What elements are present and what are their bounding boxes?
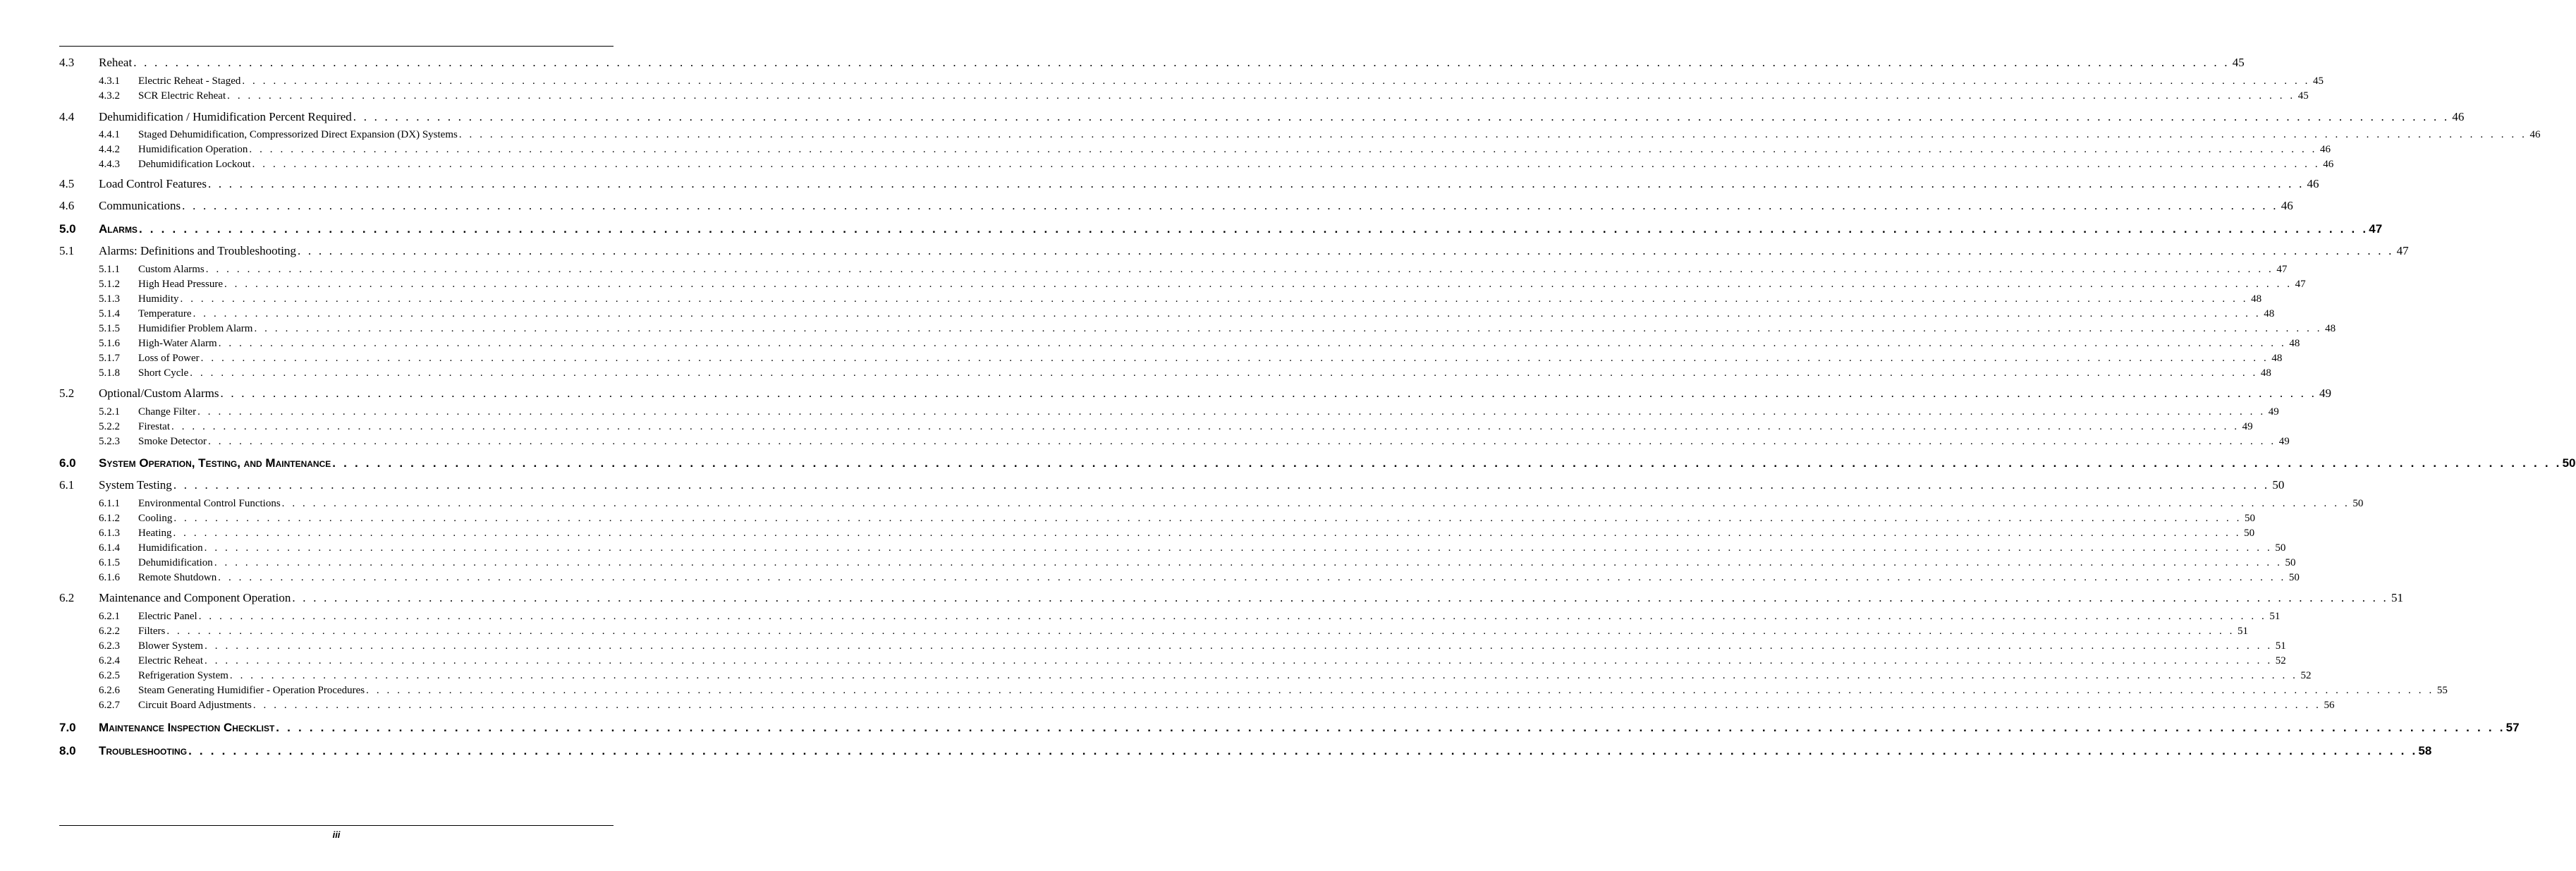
toc-entry[interactable] <box>59 541 2286 555</box>
toc-entry-title: Circuit Board Adjustments <box>138 700 252 711</box>
toc-entry-page: 45 <box>2297 90 2309 102</box>
toc-entry-number: 4.4.2 <box>99 144 120 155</box>
toc-dot-leader: . . . . . . . . . . . . . . . . . . . . . . . . . . . . . . . . . . . . . . . . . . . . . . . . . . . . . . . . . . . . . . . . . . . . . . . . . . . . . . . . . . . . . . . . . . . . . . . . . . . . . . . . . . . . . . . . . . . . . . . . . . . . . . . . . . . . . . . . . . . . . . . . . . . . . . . . . . . . . . . . . . . . . . . . . . . . . . . . . . . . . . . . . . . . . . . . . . . . . . . . <box>218 338 2287 349</box>
toc-entry-number: 6.2.7 <box>99 700 120 711</box>
toc-entry-number: 4.5 <box>59 177 75 190</box>
toc-entry[interactable] <box>59 128 2541 142</box>
toc-entry[interactable] <box>59 366 2271 380</box>
toc-dot-leader: . . . . . . . . . . . . . . . . . . . . . . . . . . . . . . . . . . . . . . . . . . . . . . . . . . . . . . . . . . . . . . . . . . . . . . . . . . . . . . . . . . . . . . . . . . . . . . . . . . . . . . . . . . . . . . . . . . . . . . . . . . . . . . . . . . . . . . . . . . . . . . . . . . . . . . . . . . . . . . . . . . . . . . . . . . . . . . . . . . . . . . . . . . . . . . . . . . . . . . . . <box>229 670 2298 681</box>
toc-entry-title: SCR Electric Reheat <box>138 90 226 102</box>
toc-dot-leader: . . . . . . . . . . . . . . . . . . . . . . . . . . . . . . . . . . . . . . . . . . . . . . . . . . . . . . . . . . . . . . . . . . . . . . . . . . . . . . . . . . . . . . . . . . . . . . . . . . . . . . . . . . . . . . . . . . . . . . . . . . . . . . . . . . . . . . . . . . . . . . . . . . . . . . . . . . . . . . . . . . . . . . . . . . . . . . . . . . . . . . . . . . . . . . . . . . . . . . . . <box>133 56 2230 69</box>
toc-entry[interactable] <box>59 336 2300 351</box>
toc-entry-number: 5.1.6 <box>99 338 120 349</box>
toc-dot-leader: . . . . . . . . . . . . . . . . . . . . . . . . . . . . . . . . . . . . . . . . . . . . . . . . . . . . . . . . . . . . . . . . . . . . . . . . . . . . . . . . . . . . . . . . . . . . . . . . . . . . . . . . . . . . . . . . . . . . . . . . . . . . . . . . . . . . . . . . . . . . . . . . . . . . . . . . . . . . . . . . . . . . . . . . . . . . . . . . . . . . . . . . . . . . . . . . . . . . . . . . <box>193 308 2261 319</box>
toc-entry-number: 6.2.4 <box>99 655 120 666</box>
toc-entry[interactable] <box>59 351 2283 365</box>
toc-entry-title: Firestat <box>138 421 170 432</box>
toc-entry[interactable] <box>59 720 2520 736</box>
toc-entry-page: 51 <box>2269 611 2281 622</box>
toc-entry-page: 46 <box>2307 177 2319 190</box>
toc-entry[interactable] <box>59 456 2576 471</box>
toc-dot-leader: . . . . . . . . . . . . . . . . . . . . . . . . . . . . . . . . . . . . . . . . . . . . . . . . . . . . . . . . . . . . . . . . . . . . . . . . . . . . . . . . . . . . . . . . . . . . . . . . . . . . . . . . . . . . . . . . . . . . . . . . . . . . . . . . . . . . . . . . . . . . . . . . . . . . . . . . . . . . . . . . . . . . . . . . . . . . . . . . . . . . . . . . . . . . . . . . . . . . . . . . <box>220 386 2317 400</box>
toc-entry[interactable] <box>59 198 2293 214</box>
toc-entry-page: 56 <box>2324 700 2335 711</box>
toc-entry-number: 6.2.3 <box>99 640 120 652</box>
toc-entry-number: 5.2.2 <box>99 421 120 432</box>
toc-entry-number: 5.1.7 <box>99 353 120 364</box>
toc-entry[interactable] <box>59 176 2319 192</box>
toc-entry-title: Blower System <box>138 640 204 652</box>
page-number: iii <box>332 829 341 840</box>
toc-entry-number: 6.2.2 <box>99 626 120 637</box>
toc-dot-leader: . . . . . . . . . . . . . . . . . . . . . . . . . . . . . . . . . . . . . . . . . . . . . . . . . . . . . . . . . . . . . . . . . . . . . . . . . . . . . . . . . . . . . . . . . . . . . . . . . . . . . . . . . . . . . . . . . . . . . . . . . . . . . . . . . . . . . . . . . . . . . . . . . . . . . . . . . . . . . . . . . . . . . . . . . . . . . . . . . . . . . . . . . . . . . . . . . . . . . . . . <box>353 110 2450 123</box>
toc-entry-number: 5.1.5 <box>99 323 120 334</box>
toc-entry-title: High-Water Alarm <box>138 338 217 349</box>
toc-entry-title: Reheat <box>99 56 133 69</box>
toc-entry-title: Troubleshooting <box>99 744 188 757</box>
toc-entry[interactable] <box>59 55 2245 71</box>
toc-entry-title: Filters <box>138 626 166 637</box>
toc-dot-leader: . . . . . . . . . . . . . . . . . . . . . . . . . . . . . . . . . . . . . . . . . . . . . . . . . . . . . . . . . . . . . . . . . . . . . . . . . . . . . . . . . . . . . . . . . . . . . . . . . . . . . . . . . . . . . . . . . . . . . . . . . . . . . . . . . . . . . . . . . . . . . . . . . . . . . . . . . . . . . . . . . . . . . . . . . . . . . . . . . . . . . . . . . . . . . . . . . . . . . . . . <box>207 177 2305 190</box>
toc-entry-page: 51 <box>2391 591 2403 604</box>
toc-entry-page: 47 <box>2276 264 2288 275</box>
toc-entry-number: 5.2.1 <box>99 406 120 418</box>
toc-entry-title: Smoke Detector <box>138 436 207 447</box>
toc-dot-leader: . . . . . . . . . . . . . . . . . . . . . . . . . . . . . . . . . . . . . . . . . . . . . . . . . . . . . . . . . . . . . . . . . . . . . . . . . . . . . . . . . . . . . . . . . . . . . . . . . . . . . . . . . . . . . . . . . . . . . . . . . . . . . . . . . . . . . . . . . . . . . . . . . . . . . . . . . . . . . . . . . . . . . . . . . . . . . . . . . . . . . . . . . . . . . . . . . . . . . . . . <box>224 279 2293 290</box>
toc-entry-page: 48 <box>2251 293 2262 305</box>
toc-entry[interactable] <box>59 698 2335 712</box>
toc-entry-title: Alarms <box>99 222 138 236</box>
toc-entry-page: 50 <box>2245 513 2255 524</box>
toc-entry-number: 4.4.3 <box>99 159 120 170</box>
toc-entry[interactable] <box>59 639 2286 653</box>
toc-entry-page: 57 <box>2505 721 2520 734</box>
toc-dot-leader: . . . . . . . . . . . . . . . . . . . . . . . . . . . . . . . . . . . . . . . . . . . . . . . . . . . . . . . . . . . . . . . . . . . . . . . . . . . . . . . . . . . . . . . . . . . . . . . . . . . . . . . . . . . . . . . . . . . . . . . . . . . . . . . . . . . . . . . . . . . . . . . . . . . . . . . . . . . . . . . . . . . . . . . . . . . . . . . . . . . . . . . . . . . . . . . . . . . . . . . . <box>166 626 2235 637</box>
toc-dot-leader: . . . . . . . . . . . . . . . . . . . . . . . . . . . . . . . . . . . . . . . . . . . . . . . . . . . . . . . . . . . . . . . . . . . . . . . . . . . . . . . . . . . . . . . . . . . . . . . . . . . . . . . . . . . . . . . . . . . . . . . . . . . . . . . . . . . . . . . . . . . . . . . . . . . . . . . . . . . . . . . . . . . . . . . . . . . . . . . . . . . . . . . . . . . . . . . . . . . . . . . . <box>298 244 2394 257</box>
toc-entry[interactable] <box>59 74 2324 88</box>
toc-entry-number: 5.1.1 <box>99 264 120 275</box>
toc-entry-number: 5.1 <box>59 244 75 257</box>
toc-dot-leader: . . . . . . . . . . . . . . . . . . . . . . . . . . . . . . . . . . . . . . . . . . . . . . . . . . . . . . . . . . . . . . . . . . . . . . . . . . . . . . . . . . . . . . . . . . . . . . . . . . . . . . . . . . . . . . . . . . . . . . . . . . . . . . . . . . . . . . . . . . . . . . . . . . . . . . . . . . . . . . . . . . . . . . . . . . . . . . . . . . . . . . . . . . . . . . . . . . . . . . . . <box>200 353 2269 364</box>
toc-entry[interactable] <box>59 654 2286 668</box>
toc-dot-leader: . . . . . . . . . . . . . . . . . . . . . . . . . . . . . . . . . . . . . . . . . . . . . . . . . . . . . . . . . . . . . . . . . . . . . . . . . . . . . . . . . . . . . . . . . . . . . . . . . . . . . . . . . . . . . . . . . . . . . . . . . . . . . . . . . . . . . . . . . . . . . . . . . . . . . . . . . . . . . . . . . . . . . . . . . . . . . . . . . . . . . . . . . . . . . . . . . . . . . . . . <box>254 323 2323 334</box>
toc-entry[interactable] <box>59 221 2383 237</box>
toc-entry-title: Custom Alarms <box>138 264 205 275</box>
toc-entry-page: 58 <box>2418 744 2432 757</box>
toc-entry-title: Steam Generating Humidifier - Operation Procedures <box>138 685 365 696</box>
toc-entry-page: 50 <box>2285 557 2296 568</box>
toc-entry-page: 52 <box>2300 670 2312 681</box>
toc-entry-title: System Testing <box>99 478 172 492</box>
toc-entry-title: Humidifier Problem Alarm <box>138 323 253 334</box>
toc-entry[interactable] <box>59 386 2332 401</box>
toc-entry-page: 48 <box>2260 367 2271 379</box>
toc-entry-title: Maintenance Inspection Checklist <box>99 721 275 734</box>
toc-dot-leader: . . . . . . . . . . . . . . . . . . . . . . . . . . . . . . . . . . . . . . . . . . . . . . . . . . . . . . . . . . . . . . . . . . . . . . . . . . . . . . . . . . . . . . . . . . . . . . . . . . . . . . . . . . . . . . . . . . . . . . . . . . . . . . . . . . . . . . . . . . . . . . . . . . . . . . . . . . . . . . . . . . . . . . . . . . . . . . . . . . . . . . . . . . . . . . . . . . . . . . . . <box>205 640 2273 652</box>
toc-entry[interactable] <box>59 142 2331 157</box>
toc-entry[interactable] <box>59 277 2306 291</box>
toc-entry[interactable] <box>59 307 2275 321</box>
toc-entry-page: 46 <box>2281 199 2293 212</box>
toc-dot-leader: . . . . . . . . . . . . . . . . . . . . . . . . . . . . . . . . . . . . . . . . . . . . . . . . . . . . . . . . . . . . . . . . . . . . . . . . . . . . . . . . . . . . . . . . . . . . . . . . . . . . . . . . . . . . . . . . . . . . . . . . . . . . . . . . . . . . . . . . . . . . . . . . . . . . . . . . . . . . . . . . . . . . . . . . . . . . . . . . . . . . . . . . . . . . . . . . . . . . . . . . <box>171 421 2240 432</box>
toc-entry-page: 48 <box>2289 338 2300 349</box>
toc-dot-leader: . . . . . . . . . . . . . . . . . . . . . . . . . . . . . . . . . . . . . . . . . . . . . . . . . . . . . . . . . . . . . . . . . . . . . . . . . . . . . . . . . . . . . . . . . . . . . . . . . . . . . . . . . . . . . . . . . . . . . . . . . . . . . . . . . . . . . . . . . . . . . . . . . . . . . . . . . . . . . . . . . . . . . . . . . . . . . . . . . . . . . . . . . . . . . . . . . . . . . . . . <box>208 436 2276 447</box>
toc-dot-leader: . . . . . . . . . . . . . . . . . . . . . . . . . . . . . . . . . . . . . . . . . . . . . . . . . . . . . . . . . . . . . . . . . . . . . . . . . . . . . . . . . . . . . . . . . . . . . . . . . . . . . . . . . . . . . . . . . . . . . . . . . . . . . . . . . . . . . . . . . . . . . . . . . . . . . . . . . . . . . . . . . . . . . . . . . . . . . . . . . . . . . . . . . . . . . . . . . . . . . . . . <box>242 75 2311 87</box>
toc-entry[interactable] <box>59 434 2290 449</box>
toc-entry[interactable] <box>59 590 2403 606</box>
toc-entry-title: Staged Dehumidification, Compressorized Direct Expansion (DX) Systems <box>138 129 458 140</box>
toc-entry-title: Communications <box>99 199 181 212</box>
toc-entry-title: Loss of Power <box>138 353 200 364</box>
toc-entry[interactable] <box>59 243 2409 259</box>
toc-entry-title: Dehumidification / Humidification Percent Required <box>99 110 352 123</box>
toc-entry-page: 45 <box>2313 75 2324 87</box>
toc-entry-page: 49 <box>2268 406 2279 418</box>
toc-dot-leader: . . . . . . . . . . . . . . . . . . . . . . . . . . . . . . . . . . . . . . . . . . . . . . . . . . . . . . . . . . . . . . . . . . . . . . . . . . . . . . . . . . . . . . . . . . . . . . . . . . . . . . . . . . . . . . . . . . . . . . . . . . . . . . . . . . . . . . . . . . . . . . . . . . . . . . . . . . . . . . . . . . . . . . . . . . . . . . . . . . . . . . . . . . . . . . . . . . . . . . . . <box>197 406 2266 418</box>
toc-entry-title: Refrigeration System <box>138 670 228 681</box>
toc-entry-title: Dehumidification <box>138 557 213 568</box>
toc-entry-number: 5.1.4 <box>99 308 120 319</box>
toc-entry-page: 47 <box>2295 279 2306 290</box>
toc-entry-page: 49 <box>2242 421 2253 432</box>
toc-entry-page: 47 <box>2396 244 2409 257</box>
toc-entry[interactable] <box>59 262 2288 276</box>
toc-entry[interactable] <box>59 556 2296 570</box>
toc-entry-title: Heating <box>138 528 172 539</box>
toc-entry-page: 50 <box>2275 542 2286 554</box>
toc-entry-page: 50 <box>2562 456 2576 470</box>
toc-entry-title: Cooling <box>138 513 173 524</box>
footer-rule <box>59 825 614 826</box>
toc-entry[interactable] <box>59 669 2312 683</box>
toc-dot-leader: . . . . . . . . . . . . . . . . . . . . . . . . . . . . . . . . . . . . . . . . . . . . . . . . . . . . . . . . . . . . . . . . . . . . . . . . . . . . . . . . . . . . . . . . . . . . . . . . . . . . . . . . . . . . . . . . . . . . . . . . . . . . . . . . . . . . . . . . . . . . . . . . . . . . . . . . . . . . . . . . . . . . . . . . . . . . . . . . . . . . . . . . . . . . . . . . . . . . . . . . <box>190 367 2258 379</box>
toc-entry-page: 49 <box>2278 436 2290 447</box>
toc-entry[interactable] <box>59 511 2255 525</box>
toc-entry-page: 45 <box>2232 56 2245 69</box>
toc-entry[interactable] <box>59 292 2262 306</box>
toc-entry-title: High Head Pressure <box>138 279 223 290</box>
toc-entry-title: Electric Reheat <box>138 655 204 666</box>
toc-entry[interactable] <box>59 526 2255 540</box>
toc-entry[interactable] <box>59 109 2465 125</box>
toc-entry[interactable] <box>59 89 2309 103</box>
toc-entry-page: 49 <box>2319 386 2332 400</box>
toc-entry-page: 51 <box>2275 640 2286 652</box>
toc-dot-leader: . . . . . . . . . . . . . . . . . . . . . . . . . . . . . . . . . . . . . . . . . . . . . . . . . . . . . . . . . . . . . . . . . . . . . . . . . . . . . . . . . . . . . . . . . . . . . . . . . . . . . . . . . . . . . . . . . . . . . . . . . . . . . . . . . . . . . . . . . . . . . . . . . . . . . . . . . . . . . . . . . . . . . . . . . . . . . . . . . . . . . . . . . . . . . . . . . . . . . . . . <box>138 222 2369 236</box>
toc-entry-page: 48 <box>2271 353 2283 364</box>
toc-entry-page: 52 <box>2275 655 2286 666</box>
toc-entry-title: Humidity <box>138 293 179 305</box>
toc-entry-title: Temperature <box>138 308 192 319</box>
toc-entry-number: 5.2 <box>59 386 75 400</box>
toc-entry[interactable] <box>59 683 2448 698</box>
toc-entry-page: 55 <box>2436 685 2448 696</box>
toc-entry[interactable] <box>59 497 2364 511</box>
toc-entry[interactable] <box>59 571 2300 585</box>
toc-entry-page: 46 <box>2452 110 2465 123</box>
toc-dot-leader: . . . . . . . . . . . . . . . . . . . . . . . . . . . . . . . . . . . . . . . . . . . . . . . . . . . . . . . . . . . . . . . . . . . . . . . . . . . . . . . . . . . . . . . . . . . . . . . . . . . . . . . . . . . . . . . . . . . . . . . . . . . . . . . . . . . . . . . . . . . . . . . . . . . . . . . . . . . . . . . . . . . . . . . . . . . . . . . . . . . . . . . . . . . . . . . . . . . . . . . . <box>218 572 2286 583</box>
toc-entry-number: 6.1 <box>59 478 75 492</box>
toc-entry-number: 6.1.3 <box>99 528 120 539</box>
toc-entry-number: 4.3 <box>59 56 75 69</box>
toc-entry[interactable] <box>59 609 2281 623</box>
toc-entry[interactable] <box>59 743 2432 759</box>
toc-entry[interactable] <box>59 322 2336 336</box>
toc-entry-page: 47 <box>2369 222 2383 236</box>
toc-dot-leader: . . . . . . . . . . . . . . . . . . . . . . . . . . . . . . . . . . . . . . . . . . . . . . . . . . . . . . . . . . . . . . . . . . . . . . . . . . . . . . . . . . . . . . . . . . . . . . . . . . . . . . . . . . . . . . . . . . . . . . . . . . . . . . . . . . . . . . . . . . . . . . . . . . . . . . . . . . . . . . . . . . . . . . . . . . . . . . . . . . . . . . . . . . . . . . . . . . . . . . . . <box>180 293 2249 305</box>
toc-entry-number: 6.2.5 <box>99 670 120 681</box>
toc-entry-page: 48 <box>2264 308 2275 319</box>
toc-entry-number: 4.3.2 <box>99 90 120 102</box>
toc-entry-number: 5.1.3 <box>99 293 120 305</box>
toc-dot-leader: . . . . . . . . . . . . . . . . . . . . . . . . . . . . . . . . . . . . . . . . . . . . . . . . . . . . . . . . . . . . . . . . . . . . . . . . . . . . . . . . . . . . . . . . . . . . . . . . . . . . . . . . . . . . . . . . . . . . . . . . . . . . . . . . . . . . . . . . . . . . . . . . . . . . . . . . . . . . . . . . . . . . . . . . . . . . . . . . . . . . . . . . . . . . . . . . . . . . . . . . <box>188 744 2418 757</box>
toc-dot-leader: . . . . . . . . . . . . . . . . . . . . . . . . . . . . . . . . . . . . . . . . . . . . . . . . . . . . . . . . . . . . . . . . . . . . . . . . . . . . . . . . . . . . . . . . . . . . . . . . . . . . . . . . . . . . . . . . . . . . . . . . . . . . . . . . . . . . . . . . . . . . . . . . . . . . . . . . . . . . . . . . . . . . . . . . . . . . . . . . . . . . . . . . . . . . . . . . . . . . . . . . <box>458 129 2527 140</box>
toc-entry-title: Maintenance and Component Operation <box>99 591 291 604</box>
toc-entry-number: 6.2.1 <box>99 611 120 622</box>
toc-dot-leader: . . . . . . . . . . . . . . . . . . . . . . . . . . . . . . . . . . . . . . . . . . . . . . . . . . . . . . . . . . . . . . . . . . . . . . . . . . . . . . . . . . . . . . . . . . . . . . . . . . . . . . . . . . . . . . . . . . . . . . . . . . . . . . . . . . . . . . . . . . . . . . . . . . . . . . . . . . . . . . . . . . . . . . . . . . . . . . . . . . . . . . . . . . . . . . . . . . . . . . . . <box>249 144 2318 155</box>
toc-dot-leader: . . . . . . . . . . . . . . . . . . . . . . . . . . . . . . . . . . . . . . . . . . . . . . . . . . . . . . . . . . . . . . . . . . . . . . . . . . . . . . . . . . . . . . . . . . . . . . . . . . . . . . . . . . . . . . . . . . . . . . . . . . . . . . . . . . . . . . . . . . . . . . . . . . . . . . . . . . . . . . . . . . . . . . . . . . . . . . . . . . . . . . . . . . . . . . . . . . . . . . . . <box>198 611 2267 622</box>
toc-entry-title: Short Cycle <box>138 367 189 379</box>
toc-entry-title: Alarms: Definitions and Troubleshooting <box>99 244 297 257</box>
toc-dot-leader: . . . . . . . . . . . . . . . . . . . . . . . . . . . . . . . . . . . . . . . . . . . . . . . . . . . . . . . . . . . . . . . . . . . . . . . . . . . . . . . . . . . . . . . . . . . . . . . . . . . . . . . . . . . . . . . . . . . . . . . . . . . . . . . . . . . . . . . . . . . . . . . . . . . . . . . . . . . . . . . . . . . . . . . . . . . . . . . . . . . . . . . . . . . . . . . . . . . . . . . . <box>252 700 2321 711</box>
toc-entry-page: 46 <box>2323 159 2334 170</box>
toc-entry-page: 48 <box>2325 323 2336 334</box>
toc-entry-title: Remote Shutdown <box>138 572 217 583</box>
toc-entry-number: 4.3.1 <box>99 75 120 87</box>
toc-entry-title: System Operation, Testing, and Maintenance <box>99 456 331 470</box>
toc-entry-page: 46 <box>2529 129 2541 140</box>
toc-dot-leader: . . . . . . . . . . . . . . . . . . . . . . . . . . . . . . . . . . . . . . . . . . . . . . . . . . . . . . . . . . . . . . . . . . . . . . . . . . . . . . . . . . . . . . . . . . . . . . . . . . . . . . . . . . . . . . . . . . . . . . . . . . . . . . . . . . . . . . . . . . . . . . . . . . . . . . . . . . . . . . . . . . . . . . . . . . . . . . . . . . . . . . . . . . . . . . . . . . . . . . . . <box>182 199 2278 212</box>
toc-entry-number: 6.2 <box>59 591 75 604</box>
toc-entry[interactable] <box>59 405 2279 419</box>
toc-dot-leader: . . . . . . . . . . . . . . . . . . . . . . . . . . . . . . . . . . . . . . . . . . . . . . . . . . . . . . . . . . . . . . . . . . . . . . . . . . . . . . . . . . . . . . . . . . . . . . . . . . . . . . . . . . . . . . . . . . . . . . . . . . . . . . . . . . . . . . . . . . . . . . . . . . . . . . . . . . . . . . . . . . . . . . . . . . . . . . . . . . . . . . . . . . . . . . . . . . . . . . . . <box>173 528 2242 539</box>
toc-entry-number: 8.0 <box>59 744 76 757</box>
toc-entry-number: 6.2.6 <box>99 685 120 696</box>
toc-dot-leader: . . . . . . . . . . . . . . . . . . . . . . . . . . . . . . . . . . . . . . . . . . . . . . . . . . . . . . . . . . . . . . . . . . . . . . . . . . . . . . . . . . . . . . . . . . . . . . . . . . . . . . . . . . . . . . . . . . . . . . . . . . . . . . . . . . . . . . . . . . . . . . . . . . . . . . . . . . . . . . . . . . . . . . . . . . . . . . . . . . . . . . . . . . . . . . . . . . . . . . . . <box>173 513 2242 524</box>
toc-entry-number: 7.0 <box>59 721 76 734</box>
toc-entry-number: 5.1.8 <box>99 367 120 379</box>
toc-entry-page: 50 <box>2352 498 2364 509</box>
toc-entry-number: 4.4 <box>59 110 75 123</box>
toc-entry-number: 4.4.1 <box>99 129 120 140</box>
toc-entry-title: Environmental Control Functions <box>138 498 281 509</box>
toc-entry-title: Humidification <box>138 542 203 554</box>
toc-entry-title: Optional/Custom Alarms <box>99 386 219 400</box>
toc-dot-leader: . . . . . . . . . . . . . . . . . . . . . . . . . . . . . . . . . . . . . . . . . . . . . . . . . . . . . . . . . . . . . . . . . . . . . . . . . . . . . . . . . . . . . . . . . . . . . . . . . . . . . . . . . . . . . . . . . . . . . . . . . . . . . . . . . . . . . . . . . . . . . . . . . . . . . . . . . . . . . . . . . . . . . . . . . . . . . . . . . . . . . . . . . . . . . . . . . . . . . . . . <box>281 498 2350 509</box>
toc-entry-title: Dehumidification Lockout <box>138 159 251 170</box>
toc-dot-leader: . . . . . . . . . . . . . . . . . . . . . . . . . . . . . . . . . . . . . . . . . . . . . . . . . . . . . . . . . . . . . . . . . . . . . . . . . . . . . . . . . . . . . . . . . . . . . . . . . . . . . . . . . . . . . . . . . . . . . . . . . . . . . . . . . . . . . . . . . . . . . . . . . . . . . . . . . . . . . . . . . . . . . . . . . . . . . . . . . . . . . . . . . . . . . . . . . . . . . . . . <box>276 721 2505 734</box>
toc-dot-leader: . . . . . . . . . . . . . . . . . . . . . . . . . . . . . . . . . . . . . . . . . . . . . . . . . . . . . . . . . . . . . . . . . . . . . . . . . . . . . . . . . . . . . . . . . . . . . . . . . . . . . . . . . . . . . . . . . . . . . . . . . . . . . . . . . . . . . . . . . . . . . . . . . . . . . . . . . . . . . . . . . . . . . . . . . . . . . . . . . . . . . . . . . . . . . . . . . . . . . . . . <box>292 591 2388 604</box>
toc-entry-title: Change Filter <box>138 406 197 418</box>
toc-dot-leader: . . . . . . . . . . . . . . . . . . . . . . . . . . . . . . . . . . . . . . . . . . . . . . . . . . . . . . . . . . . . . . . . . . . . . . . . . . . . . . . . . . . . . . . . . . . . . . . . . . . . . . . . . . . . . . . . . . . . . . . . . . . . . . . . . . . . . . . . . . . . . . . . . . . . . . . . . . . . . . . . . . . . . . . . . . . . . . . . . . . . . . . . . . . . . . . . . . . . . . . . <box>366 685 2434 696</box>
toc-dot-leader: . . . . . . . . . . . . . . . . . . . . . . . . . . . . . . . . . . . . . . . . . . . . . . . . . . . . . . . . . . . . . . . . . . . . . . . . . . . . . . . . . . . . . . . . . . . . . . . . . . . . . . . . . . . . . . . . . . . . . . . . . . . . . . . . . . . . . . . . . . . . . . . . . . . . . . . . . . . . . . . . . . . . . . . . . . . . . . . . . . . . . . . . . . . . . . . . . . . . . . . . <box>252 159 2321 170</box>
toc-entry-number: 6.1.6 <box>99 572 120 583</box>
toc-dot-leader: . . . . . . . . . . . . . . . . . . . . . . . . . . . . . . . . . . . . . . . . . . . . . . . . . . . . . . . . . . . . . . . . . . . . . . . . . . . . . . . . . . . . . . . . . . . . . . . . . . . . . . . . . . . . . . . . . . . . . . . . . . . . . . . . . . . . . . . . . . . . . . . . . . . . . . . . . . . . . . . . . . . . . . . . . . . . . . . . . . . . . . . . . . . . . . . . . . . . . . . . <box>214 557 2283 568</box>
toc-dot-leader: . . . . . . . . . . . . . . . . . . . . . . . . . . . . . . . . . . . . . . . . . . . . . . . . . . . . . . . . . . . . . . . . . . . . . . . . . . . . . . . . . . . . . . . . . . . . . . . . . . . . . . . . . . . . . . . . . . . . . . . . . . . . . . . . . . . . . . . . . . . . . . . . . . . . . . . . . . . . . . . . . . . . . . . . . . . . . . . . . . . . . . . . . . . . . . . . . . . . . . . . <box>173 478 2270 492</box>
toc-dot-leader: . . . . . . . . . . . . . . . . . . . . . . . . . . . . . . . . . . . . . . . . . . . . . . . . . . . . . . . . . . . . . . . . . . . . . . . . . . . . . . . . . . . . . . . . . . . . . . . . . . . . . . . . . . . . . . . . . . . . . . . . . . . . . . . . . . . . . . . . . . . . . . . . . . . . . . . . . . . . . . . . . . . . . . . . . . . . . . . . . . . . . . . . . . . . . . . . . . . . . . . . <box>205 264 2274 275</box>
toc-entry[interactable] <box>59 624 2248 638</box>
toc-dot-leader: . . . . . . . . . . . . . . . . . . . . . . . . . . . . . . . . . . . . . . . . . . . . . . . . . . . . . . . . . . . . . . . . . . . . . . . . . . . . . . . . . . . . . . . . . . . . . . . . . . . . . . . . . . . . . . . . . . . . . . . . . . . . . . . . . . . . . . . . . . . . . . . . . . . . . . . . . . . . . . . . . . . . . . . . . . . . . . . . . . . . . . . . . . . . . . . . . . . . . . . . <box>227 90 2295 102</box>
toc-entry-title: Electric Panel <box>138 611 197 622</box>
toc-entry[interactable] <box>59 157 2334 171</box>
toc-entry-page: 50 <box>2272 478 2285 492</box>
toc-entry-number: 5.0 <box>59 222 76 236</box>
toc-entry-number: 6.1.5 <box>99 557 120 568</box>
toc-dot-leader: . . . . . . . . . . . . . . . . . . . . . . . . . . . . . . . . . . . . . . . . . . . . . . . . . . . . . . . . . . . . . . . . . . . . . . . . . . . . . . . . . . . . . . . . . . . . . . . . . . . . . . . . . . . . . . . . . . . . . . . . . . . . . . . . . . . . . . . . . . . . . . . . . . . . . . . . . . . . . . . . . . . . . . . . . . . . . . . . . . . . . . . . . . . . . . . . . . . . . . . . <box>204 542 2273 554</box>
toc-entry-number: 6.0 <box>59 456 76 470</box>
toc-entry[interactable] <box>59 477 2285 493</box>
toc-entry-number: 5.1.2 <box>99 279 120 290</box>
toc-entry-number: 6.1.2 <box>99 513 120 524</box>
toc-entry-number: 6.1.4 <box>99 542 120 554</box>
toc-entry-page: 50 <box>2288 572 2300 583</box>
toc-entry-page: 50 <box>2244 528 2255 539</box>
toc-entry-page: 51 <box>2238 626 2248 637</box>
toc-entry-title: Load Control Features <box>99 177 207 190</box>
toc-entry-number: 5.2.3 <box>99 436 120 447</box>
toc-entry-page: 46 <box>2320 144 2331 155</box>
toc-entry-title: Humidification Operation <box>138 144 248 155</box>
toc-dot-leader: . . . . . . . . . . . . . . . . . . . . . . . . . . . . . . . . . . . . . . . . . . . . . . . . . . . . . . . . . . . . . . . . . . . . . . . . . . . . . . . . . . . . . . . . . . . . . . . . . . . . . . . . . . . . . . . . . . . . . . . . . . . . . . . . . . . . . . . . . . . . . . . . . . . . . . . . . . . . . . . . . . . . . . . . . . . . . . . . . . . . . . . . . . . . . . . . . . . . . . . . <box>205 655 2273 666</box>
toc-entry[interactable] <box>59 420 2253 434</box>
toc-entry-title: Electric Reheat - Staged <box>138 75 241 87</box>
toc-entry-number: 4.6 <box>59 199 75 212</box>
toc-entry-number: 6.1.1 <box>99 498 120 509</box>
toc-dot-leader: . . . . . . . . . . . . . . . . . . . . . . . . . . . . . . . . . . . . . . . . . . . . . . . . . . . . . . . . . . . . . . . . . . . . . . . . . . . . . . . . . . . . . . . . . . . . . . . . . . . . . . . . . . . . . . . . . . . . . . . . . . . . . . . . . . . . . . . . . . . . . . . . . . . . . . . . . . . . . . . . . . . . . . . . . . . . . . . . . . . . . . . . . . . . . . . . . . . . . . . . <box>332 456 2562 470</box>
